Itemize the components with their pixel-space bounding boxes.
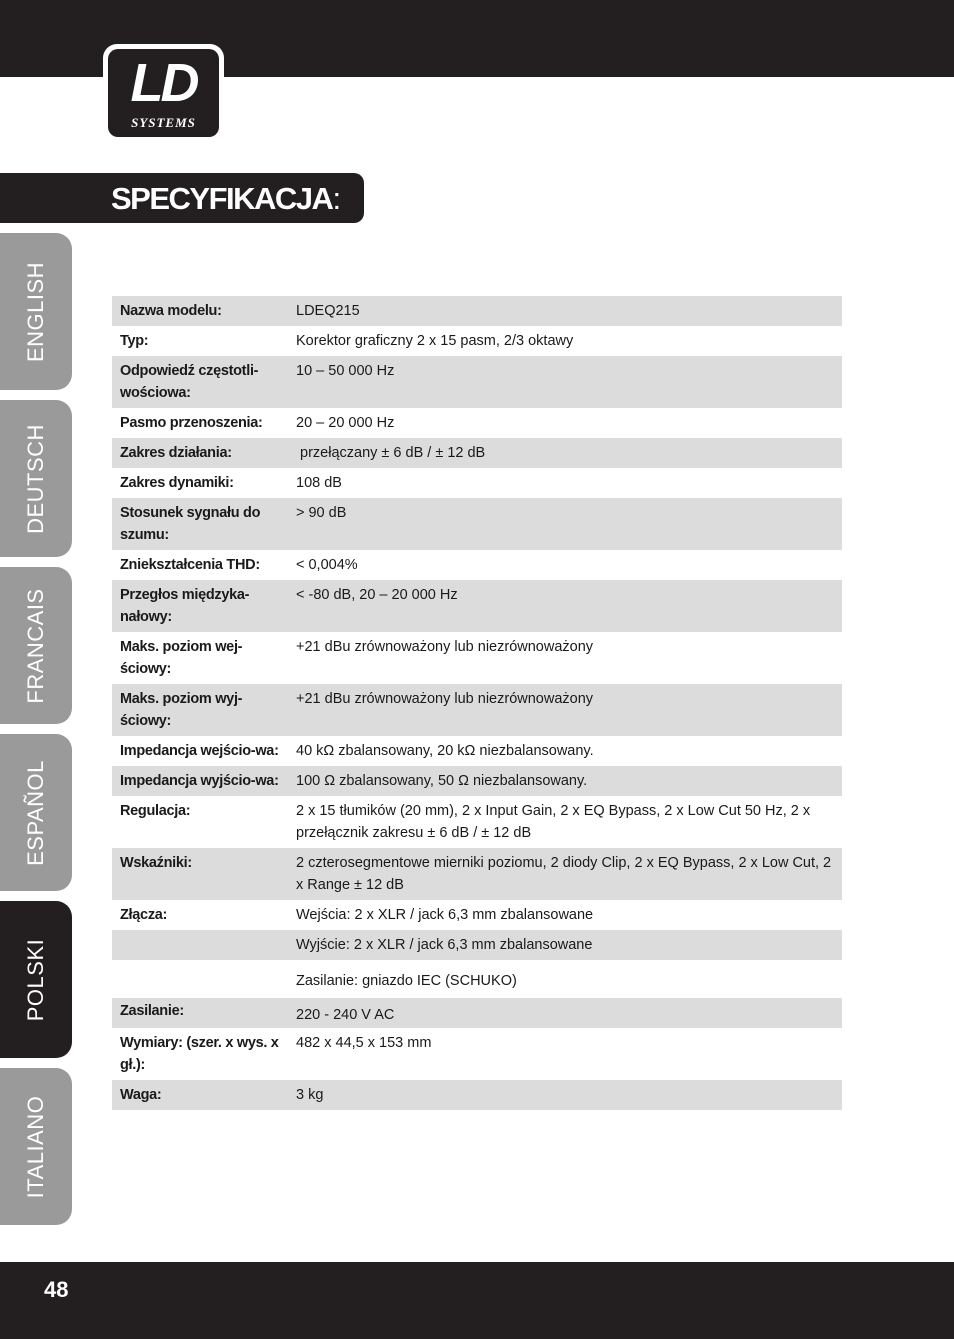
ld-systems-logo [103,44,224,142]
spec-key: Wskaźniki: [112,848,288,900]
tab-label: ITALIANO [23,1095,48,1198]
table-row [112,632,842,684]
table-row [112,438,842,468]
table-row [112,498,842,550]
logo-main-text: LD [130,53,197,113]
tab-italiano[interactable] [0,1068,72,1225]
table-row [112,580,842,632]
tab-polski[interactable] [0,901,72,1058]
section-title-colon: : [332,181,342,216]
table-row [112,960,842,998]
table-row [112,1080,842,1110]
spec-key: Odpowiedź częstotli-wościowa: [112,356,288,408]
tab-english[interactable] [0,233,72,390]
spec-value: 20 – 20 000 Hz [296,415,395,431]
table-row [112,998,842,1028]
tab-label: DEUTSCH [23,423,48,534]
spec-key: Zakres działania: [112,438,288,468]
spec-table [112,296,842,1110]
spec-value: 3 kg [288,1080,842,1110]
spec-key: Waga: [112,1080,288,1110]
spec-value: Wejścia: 2 x XLR / jack 6,3 mm zbalansowane [296,907,594,923]
tab-francais[interactable] [0,567,72,724]
table-row [112,326,842,356]
tab-deutsch[interactable] [0,400,72,557]
spec-value: < -80 dB, 20 – 20 000 Hz [288,580,842,632]
spec-key [112,930,288,960]
spec-key: Maks. poziom wej-ściowy: [120,639,243,677]
table-row [112,900,842,930]
spec-value: LDEQ215 [288,296,842,326]
table-row [112,684,842,736]
tab-espanol[interactable] [0,734,72,891]
spec-value: < 0,004% [296,557,358,573]
tab-label: ESPAÑOL [23,759,48,866]
spec-value: 108 dB [296,475,342,491]
spec-key: Impedancja wyjścio-wa: [112,766,288,796]
table-row [112,736,842,766]
spec-value: Wyjście: 2 x XLR / jack 6,3 mm zbalansowane [288,930,842,960]
spec-value: 482 x 44,5 x 153 mm [296,1035,432,1051]
spec-key: Zasilanie: [112,998,288,1028]
page-number: 48 [44,1277,69,1302]
table-row [112,930,842,960]
spec-key: Typ: [120,333,149,349]
spec-value: przełączany ± 6 dB / ± 12 dB [288,438,842,468]
spec-value: +21 dBu zrównoważony lub niezrównoważony [288,684,842,736]
table-row [112,1028,842,1080]
table-row [112,356,842,408]
table-row [112,296,842,326]
spec-key: Przegłos międzyka-nałowy: [112,580,288,632]
spec-key: Nazwa modelu: [112,296,288,326]
spec-value: 2 czterosegmentowe mierniki poziomu, 2 diody Clip, 2 x EQ Bypass, 2 x Low Cut, 2 x Range ± 12 dB [288,848,842,900]
table-row [112,766,842,796]
spec-value: 100 Ω zbalansowany, 50 Ω niezbalansowany. [288,766,842,796]
table-row [112,796,842,848]
table-row [112,468,842,498]
spec-value: 40 kΩ zbalansowany, 20 kΩ niezbalansowany. [296,743,594,759]
section-title [111,181,341,217]
spec-key: Złącza: [120,907,168,923]
spec-key: Impedancja wejścio-wa: [120,743,279,759]
section-title-bar [0,173,364,223]
spec-key: Zniekształcenia THD: [120,557,260,573]
tab-label: FRANCAIS [23,587,48,704]
tab-label: POLSKI [23,938,48,1021]
spec-value: > 90 dB [288,498,842,550]
spec-value: Korektor graficzny 2 x 15 pasm, 2/3 oktawy [296,333,574,349]
spec-key: Regulacja: [120,803,191,819]
tab-label: ENGLISH [23,261,48,362]
spec-key: Zakres dynamiki: [120,475,234,491]
spec-key: Stosunek sygnału do szumu: [112,498,288,550]
spec-value: 10 – 50 000 Hz [288,356,842,408]
spec-value: 220 - 240 V AC [288,998,842,1028]
table-row [112,550,842,580]
spec-value: Zasilanie: gniazdo IEC (SCHUKO) [296,973,517,989]
spec-key [112,960,288,998]
spec-key: Maks. poziom wyj-ściowy: [112,684,288,736]
table-row [112,408,842,438]
spec-key: Wymiary: (szer. x wys. x gł.): [120,1035,279,1073]
logo-sub-text: SYSTEMS [131,115,196,130]
spec-key: Pasmo przenoszenia: [120,415,263,431]
bottom-bar [0,1262,954,1339]
spec-value: 2 x 15 tłumików (20 mm), 2 x Input Gain, 2 x EQ Bypass, 2 x Low Cut 50 Hz, 2 x przełącznik zakresu ± 6 dB / ± 12 dB [296,803,811,841]
logo-badge [108,49,219,137]
spec-value: +21 dBu zrównoważony lub niezrównoważony [296,639,594,655]
table-row [112,848,842,900]
section-title-text: SPECYFIKACJA [111,181,333,216]
